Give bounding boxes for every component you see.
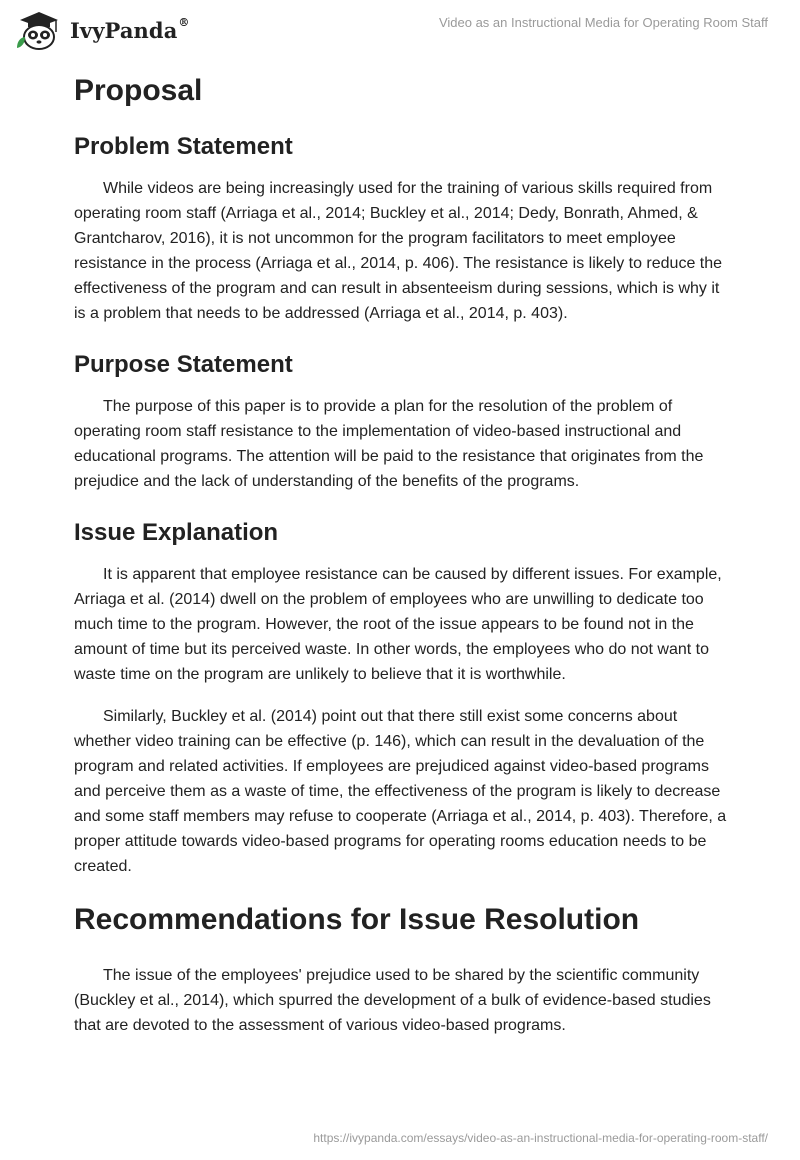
source-url[interactable]: https://ivypanda.com/essays/video-as-an-instructional-media-for-operating-room-staff/ [313, 1131, 768, 1145]
issue-explanation-heading: Issue Explanation [74, 519, 279, 546]
page-header [0, 0, 800, 60]
problem-statement-paragraph: While videos are being increasingly used for the training of various skills required from operating room staff (Arriaga et al., 2014; Buckley et al., 2014; Dedy, Bonrath, Ahmed, & Grantcharov, 2016), it is not uncommon for the program facilitators to meet employee resistance in the process (Arriaga et al., 2014, p. 406). The resistance is likely to reduce the effectiveness of the program and can result in absenteeism during sessions, which is why it is a problem that needs to be addressed (Arriaga et al., 2014, p. 403). [74, 180, 723, 322]
issue-explanation-paragraph: It is apparent that employee resistance can be caused by different issues. For example, Arriaga et al. (2014) dwell on the problem of employees who are unwilling to dedicate too much time to the program. However, the root of the issue appears to be found not in the amount of time but its perceived waste. In other words, the employees who do not want to waste time on the program are unlikely to believe that it is worthwhile. [74, 566, 722, 683]
panda-graduate-icon [14, 10, 64, 50]
brand-name: IvyPanda® [70, 15, 190, 43]
issue-explanation-paragraph: Similarly, Buckley et al. (2014) point out that there still exist some concerns about whether video training can be effective (p. 146), which can result in the devaluation of the program and related activities. If employees are prejudiced against video-based programs and perceive them as a waste of time, the effectiveness of the program is likely to decrease and some staff members may refuse to cooperate (Arriaga et al., 2014, p. 403). Therefore, a proper attitude towards video-based programs for operating rooms education needs to be created. [74, 708, 727, 875]
purpose-statement-heading: Purpose Statement [74, 351, 293, 378]
problem-statement-heading: Problem Statement [74, 133, 293, 160]
ivypanda-logo[interactable] [14, 10, 190, 50]
purpose-statement-paragraph: The purpose of this paper is to provide a plan for the resolution of the problem of operating room staff resistance to the implementation of video-based instructional and educational programs. The attention will be paid to the resistance that originates from the prejudice and the lack of understanding of the benefits of the programs. [74, 398, 704, 490]
document-title: Video as an Instructional Media for Operating Room Staff [438, 15, 768, 30]
recommendations-heading: Recommendations for Issue Resolution [74, 903, 640, 936]
proposal-heading: Proposal [74, 74, 203, 107]
essay-content [74, 70, 734, 1038]
recommendations-paragraph: The issue of the employees' prejudice used to be shared by the scientific community (Buckley et al., 2014), which spurred the development of a bulk of evidence-based studies that are devoted to the assessment of various video-based programs. [74, 967, 711, 1034]
